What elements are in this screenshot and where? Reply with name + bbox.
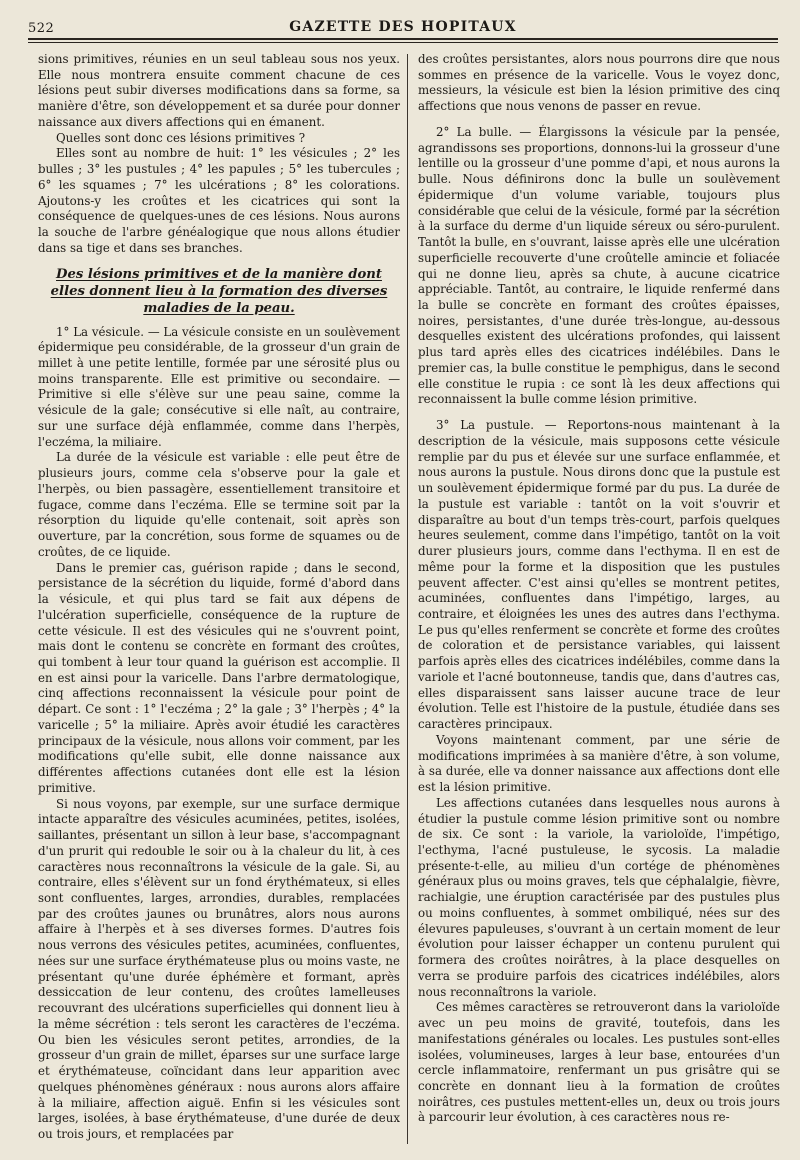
page-header — [28, 14, 778, 36]
paragraph: Si nous voyons, par exemple, sur une surface dermique intacte apparaître des vésicules acuminées, petites, isolées, saillantes, présentant un sillon à leur base, s'accompagnant d'un prurit qui redouble le soir ou à la chaleur du lit, à ces caractères nous reconnaîtrons la vésicule de la gale. Si, au contraire, elles s'élèvent sur un fond érythémateux, si elles sont confluentes, larges, arrondies, durables, remplacées par des croûtes jaunes ou brunâtres, alors nous aurons affaire à l'herpès et à ses diverses formes. D'autres fois nous verrons des vésicules petites, acuminées, confluentes, nées sur une surface érythémateuse plus ou moins vaste, ne présentant qu'une durée éphémère et formant, après dessiccation de leur contenu, des croûtes lamelleuses recouvrant des ulcérations superficielles qui donnent lieu à la même sécrétion : tels seront les caractères de l'eczéma. Ou bien les vésicules seront petites, arrondies, de la grosseur d'un grain de millet, éparses sur une surface large et érythémateuse, coïncidant dans leur apparition avec quelques phénomènes généraux : nous aurons alors affaire à la miliaire, affection aiguë. Enfin si les vésicules sont larges, isolées, à base érythémateuse, d'une durée de deux ou trois jours, et remplacées par — [38, 796, 400, 1141]
paragraph: Dans le premier cas, guérison rapide ; dans le second, persistance de la sécrétion du liquide, formé d'abord dans la vésicule, et qui plus tard se fait aux dépens de l'ulcération superficielle, conséquence de la rupture de cette vésicule. Il est des vésicules qui ne s'ouvrent point, mais dont le contenu se concrète en formant des croûtes, qui tombent à leur tour quand la guérison est accomplie. Il en est ainsi pour la varicelle. Dans l'arbre dermatologique, cinq affections reconnaissent la vésicule pour point de départ. Ce sont : 1° l'eczéma ; 2° la gale ; 3° l'herpès ; 4° la varicelle ; 5° la miliaire. Après avoir étudié les caractères principaux de la vésicule, nous allons voir comment, par les modifications qu'elle subit, elle donne naissance aux différentes affections cutanées dont elle est la lésion primitive. — [38, 560, 400, 795]
paragraph: 2° La bulle. — Élargissons la vésicule par la pensée, agrandissons ses proportions, donnons-lui la grosseur d'une lentille ou la grosseur d'une pomme d'api, et nous aurons la bulle. Nous définirons donc la bulle un soulèvement épidermique d'un volume variable, toujours plus considérable que celui de la vésicule, formé par la sécrétion à la surface du derme d'un liquide séreux ou séro-purulent. Tantôt la bulle, en s'ouvrant, laisse après elle une ulcération superficielle recouverte d'une croûtelle amincie et foliacée qui ne donne lieu, après sa chute, à aucune cicatrice appréciable. Tantôt, au contraire, le liquide renfermé dans la bulle se concrète en formant des croûtes épaisses, noires, persistantes, d'une durée très-longue, au-dessous desquelles existent des ulcérations profondes, qui laissent plus tard après elles des cicatrices indélébiles. Dans le premier cas, la bulle constitue le pemphigus, dans le second elle constitue le rupia : ce sont là les deux affections qui reconnaissent la bulle comme lésion primitive. — [418, 124, 780, 407]
paragraph: Les affections cutanées dans lesquelles nous aurons à étudier la pustule comme lésion primitive sont ou nombre de six. Ce sont : la variole, la varioloïde, l'impétigo, l'ecthyma, l'acné pustuleuse, le sycosis. La maladie présente-t-elle, au milieu d'un cortége de phénomènes généraux plus ou moins graves, tels que céphalalgie, fièvre, rachialgie, une éruption caractérisée par des pustules plus ou moins confluentes, à sommet ombiliqué, nées sur des élevures papuleuses, s'ouvrant à un certain moment de leur évolution pour laisser échapper un contenu purulent qui formera des croûtes noirâtres, à la place desquelles on verra se produire parfois des cicatrices indélébiles, alors nous reconnaîtrons la variole. — [418, 795, 780, 999]
right-column — [418, 52, 780, 1126]
journal-title: GAZETTE DES HOPITAUX — [289, 19, 517, 35]
paragraph: Elles sont au nombre de huit: 1° les vésicules ; 2° les bulles ; 3° les pustules ; 4° les papules ; 5° les tubercules ; 6° les squames ; 7° les ulcérations ; 8° les colorations. Ajoutons-y les croûtes et les cicatrices qui sont la conséquence de quelques-unes de ces lésions. Nous aurons la souche de l'arbre généalogique que nous allons étudier dans sa tige et dans ses branches. — [38, 146, 400, 255]
paragraph: 3° La pustule. — Reportons-nous maintenant à la description de la vésicule, mais supposons cette vésicule remplie par du pus et élevée sur une surface enflammée, et nous aurons la pustule. Nous dirons donc que la pustule est un soulèvement épidermique formé par du pus. La durée de la pustule est variable : tantôt on la voit s'ouvrir et disparaître au bout d'un temps très-court, parfois quelques heures seulement, comme dans l'impétigo, tantôt on la voit durer plusieurs jours, comme dans l'ecthyma. Il en est de même pour la forme et la disposition que les pustules peuvent affecter. C'est ainsi qu'elles se montrent petites, acuminées, confluentes dans l'impétigo, larges, au contraire, et éloignées les unes des autres dans l'ecthyma. Le pus qu'elles renferment se concrète et forme des croûtes de coloration et de persistance variables, qui laissent parfois après elles des cicatrices indélébiles, comme dans la variole et l'acné boutonneuse, tandis que, dans d'autres cas, elles disparaissent sans laisser aucune trace de leur évolution. Telle est l'histoire de la pustule, étudiée dans ses caractères principaux. — [418, 418, 780, 732]
paragraph: Ces mêmes caractères se retrouveront dans la varioloïde avec un peu moins de gravité, toutefois, dans les manifestations générales ou locales. Les pustules sont-elles isolées, volumineuses, larges à leur base, entourées d'un cercle inflammatoire, renfermant un pus grisâtre qui se concrète en donnant lieu à la formation de croûtes noirâtres, ces pustules mettent-elles un, deux ou trois jours à parcourir leur évolution, à ces caractères nous re- — [418, 1000, 780, 1125]
paragraph: Quelles sont donc ces lésions primitives ? — [56, 130, 306, 145]
section-subheading — [38, 266, 400, 317]
column-divider — [407, 54, 408, 1144]
header-rule-thin — [28, 42, 778, 43]
paragraph: sions primitives, réunies en un seul tableau sous nos yeux. Elle nous montrera ensuite comment chacune de ces lésions peut subir diverses modifications dans sa forme, sa manière d'être, son développement et sa durée pour donner naissance aux divers affections qui en émanent. — [38, 52, 400, 129]
paragraph: 1° La vésicule. — La vésicule consiste en un soulèvement épidermique peu considérable, de la grosseur d'un grain de millet à une petite lentille, formée par une sérosité plus ou moins transparente. Elle est primitive ou secondaire. — Primitive si elle s'élève sur une peau saine, comme la vésicule de la gale; consécutive si elle naît, au contraire, sur une surface déjà enflammée, comme dans l'herpès, l'eczéma, la miliaire. — [38, 324, 400, 449]
paragraph: La durée de la vésicule est variable : elle peut être de plusieurs jours, comme cela s'observe pour la gale et l'herpès, ou bien passagère, essentiellement transitoire et fugace, comme dans l'eczéma. Elle se termine soit par la résorption du liquide qu'elle contenait, soit après son ouverture, par la concrétion, sous forme de squames ou de croûtes, de ce liquide. — [38, 450, 400, 559]
page-number: 522 — [28, 21, 55, 36]
paragraph: des croûtes persistantes, alors nous pourrons dire que nous sommes en présence de la varicelle. Vous le voyez donc, messieurs, la vésicule est bien la lésion primitive des cinq affections que nous venons de passer en revue. — [418, 52, 780, 114]
section-subheading-text: Des lésions primitives et de la manière dont elles donnent lieu à la formation des diverses maladies de la peau. — [50, 266, 388, 316]
paragraph: Voyons maintenant comment, par une série de modifications imprimées à sa manière d'être, à son volume, à sa durée, elle va donner naissance aux affections dont elle est la lésion primitive. — [418, 732, 780, 795]
left-column — [38, 52, 400, 1143]
header-rule-thick — [28, 38, 778, 40]
